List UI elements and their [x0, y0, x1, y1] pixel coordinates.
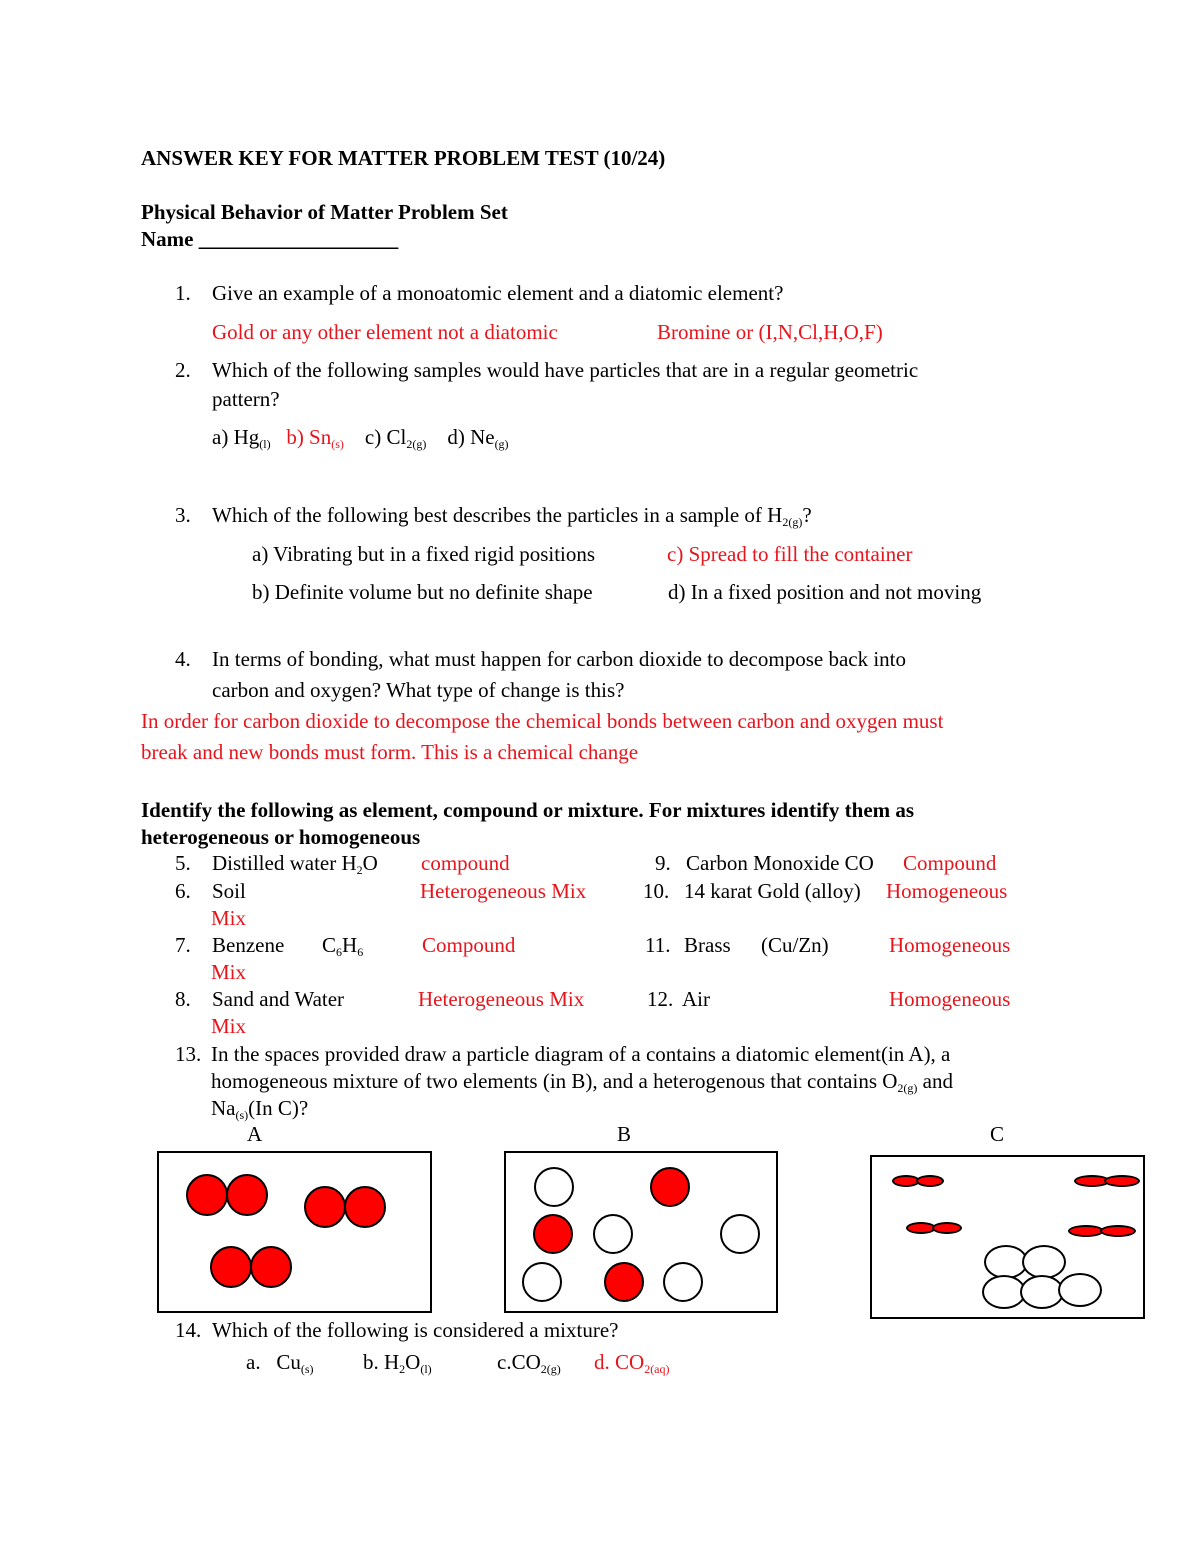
question-4-text-cont: carbon and oxygen? What type of change is this?	[212, 678, 625, 702]
item-6-answer: Heterogeneous Mix	[420, 879, 587, 903]
item-12-answer-cont: Mix	[211, 1014, 247, 1038]
question-2-text: Which of the following samples would have particles that are in a regular geometric	[212, 358, 919, 382]
atom	[304, 1186, 346, 1228]
question-number: 4.	[175, 647, 191, 671]
section-title: Physical Behavior of Matter Problem Set	[141, 200, 508, 224]
question-number: 2.	[175, 358, 191, 382]
item-10-answer: Homogeneous	[886, 879, 1008, 903]
atom	[1100, 1225, 1136, 1237]
item-8-label: Sand and Water	[212, 987, 345, 1011]
item-11-answer: Homogeneous	[889, 933, 1011, 957]
atom	[1022, 1245, 1066, 1279]
option-c: $c.CO_{2(g)}$	[497, 1350, 561, 1376]
item-7-formula: $C_6H_6$	[322, 933, 364, 959]
question-3-text: Which of the following best describes the particles in a sample of $H_{2(g)}$?	[212, 503, 812, 529]
atom	[344, 1186, 386, 1228]
item-8-answer: Heterogeneous Mix	[418, 987, 585, 1011]
option-a: a) $Hg_{(l)}$	[212, 425, 271, 451]
atom	[522, 1262, 562, 1302]
diagram-a-box	[157, 1151, 432, 1313]
question-number: 14.	[175, 1318, 202, 1342]
answer-4: In order for carbon dioxide to decompose the chemical bonds between carbon and oxygen must	[141, 709, 944, 733]
answer-1a: Gold or any other element not a diatomic	[212, 320, 558, 344]
option-a: a. $Cu_{(s)}$	[246, 1350, 314, 1376]
option-c-answer: c) Spread to fill the container	[667, 542, 913, 566]
item-9-answer: Compound	[903, 851, 997, 875]
atom	[916, 1175, 944, 1187]
answer-1b: Bromine or (I,N,Cl,H,O,F)	[657, 320, 883, 344]
question-number: 13.	[175, 1042, 202, 1066]
atom	[932, 1222, 962, 1234]
item-number: 7.	[175, 933, 191, 957]
option-d: d) In a fixed position and not moving	[668, 580, 982, 604]
item-10-label: 14 karat Gold (alloy)	[684, 879, 861, 903]
atom	[534, 1167, 574, 1207]
item-5-answer: compound	[421, 851, 510, 875]
question-2-text-cont: pattern?	[212, 387, 280, 411]
item-5-label: Distilled water $H_2O$	[212, 851, 378, 877]
diagram-a-label: A	[247, 1122, 263, 1146]
item-10-answer-cont: Mix	[211, 906, 247, 930]
question-2-options	[212, 425, 509, 451]
atom	[226, 1174, 268, 1216]
item-number: 6.	[175, 879, 191, 903]
option-b: b) Definite volume but no definite shape	[252, 580, 593, 604]
item-number: 11.	[645, 933, 671, 957]
item-11-label: Brass	[684, 933, 731, 957]
item-number: 9.	[655, 851, 671, 875]
item-11-answer-cont: Mix	[211, 960, 247, 984]
atom	[663, 1262, 703, 1302]
question-14-text: Which of the following is considered a mixture?	[212, 1318, 619, 1342]
atom	[1104, 1175, 1140, 1187]
item-11-formula: (Cu/Zn)	[761, 933, 829, 957]
question-number: 3.	[175, 503, 191, 527]
option-c: c) $Cl_{2(g)}$	[364, 425, 427, 451]
atom	[533, 1214, 573, 1254]
question-13-text-cont: homogeneous mixture of two elements (in B), and a heterogenous that contains $O_{2(g)}$ and	[211, 1069, 953, 1095]
section-instructions: Identify the following as element, compound or mixture. For mixtures identify them as	[141, 798, 915, 822]
atom	[720, 1214, 760, 1254]
atom	[210, 1246, 252, 1288]
question-4-text: In terms of bonding, what must happen for carbon dioxide to decompose back into	[212, 647, 907, 671]
page-title: ANSWER KEY FOR MATTER PROBLEM TEST (10/24)	[141, 146, 666, 170]
diagram-c-label: C	[990, 1122, 1005, 1146]
question-1-text: Give an example of a monoatomic element and a diatomic element?	[212, 281, 784, 305]
option-d: d) $Ne_{(g)}$	[447, 425, 509, 451]
atom	[1068, 1225, 1104, 1237]
atom	[186, 1174, 228, 1216]
atom	[650, 1167, 690, 1207]
item-number: 8.	[175, 987, 191, 1011]
item-number: 12.	[647, 987, 674, 1011]
item-9-label: Carbon Monoxide CO	[686, 851, 874, 875]
question-13-text-cont2: $Na_{(s)}(In$ C)?	[211, 1096, 309, 1122]
item-7-label: Benzene	[212, 933, 285, 957]
item-7-answer: Compound	[422, 933, 516, 957]
section-instructions-cont: heterogeneous or homogeneous	[141, 825, 421, 849]
item-12-answer: Homogeneous	[889, 987, 1011, 1011]
item-number: 5.	[175, 851, 191, 875]
option-b: b. $H_2O_{(l)}$	[363, 1350, 432, 1376]
atom	[250, 1246, 292, 1288]
question-13-text: In the spaces provided draw a particle diagram of a contains a diatomic element(in A), a	[211, 1042, 951, 1066]
option-a: a) Vibrating but in a fixed rigid positions	[252, 542, 596, 566]
item-number: 10.	[643, 879, 670, 903]
atom	[604, 1262, 644, 1302]
diagram-c-box	[870, 1155, 1145, 1319]
name-field-label: Name ___________________	[141, 227, 399, 251]
question-number: 1.	[175, 281, 191, 305]
atom	[1058, 1273, 1102, 1307]
diagram-b-label: B	[617, 1122, 632, 1146]
answer-4-cont: break and new bonds must form. This is a chemical change	[141, 740, 639, 764]
option-b-answer: b) $Sn_{(s)}$	[286, 425, 344, 451]
item-12-label: Air	[682, 987, 710, 1011]
item-6-label: Soil	[212, 879, 246, 903]
atom	[593, 1214, 633, 1254]
diagram-b-box	[504, 1151, 778, 1313]
option-d-answer: d. $CO_{2(aq)}$	[594, 1350, 670, 1376]
